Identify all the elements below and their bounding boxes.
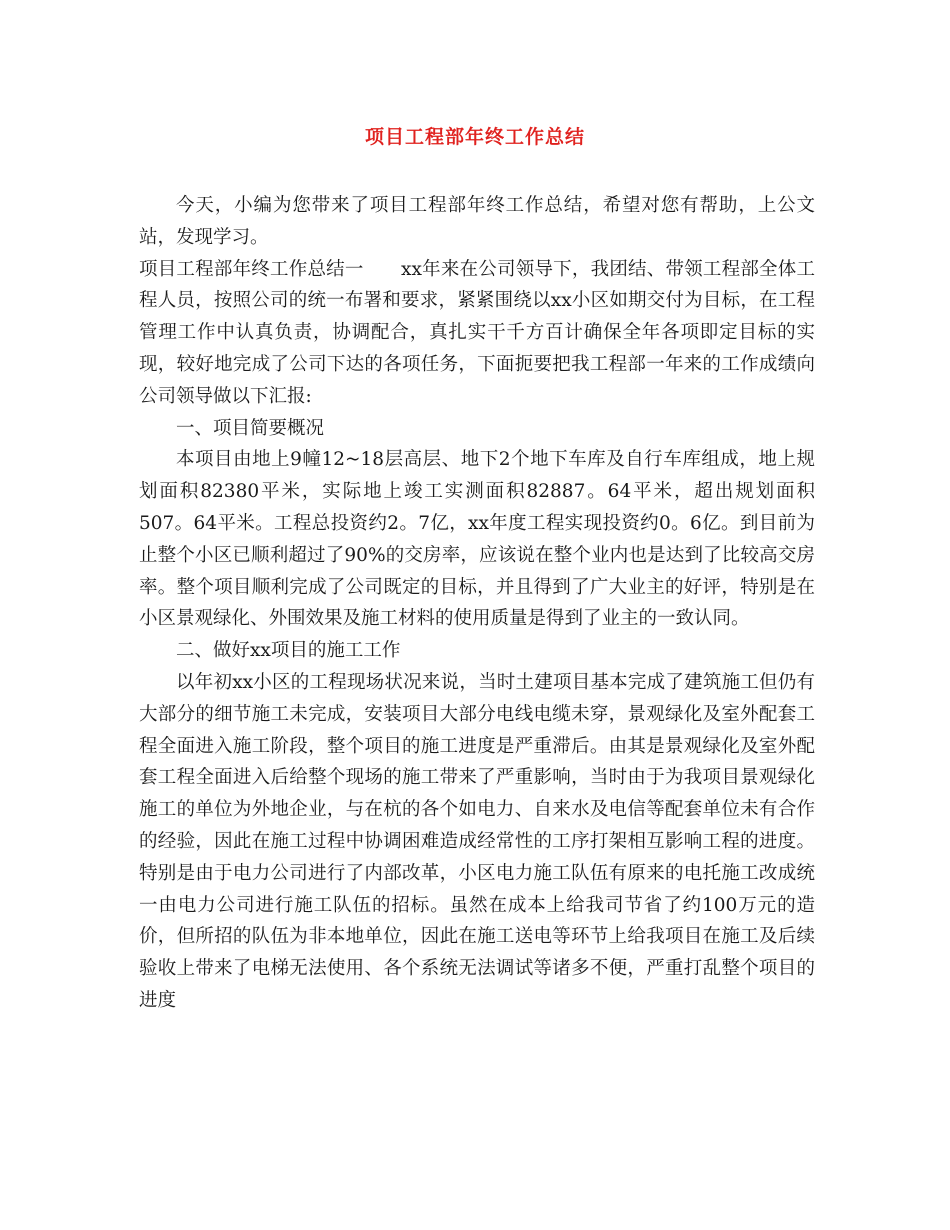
document-body: [139, 190, 815, 1017]
summary-one-paragraph: 项目工程部年终工作总结一 xx年来在公司领导下，我团结、带领工程部全体工程人员，按照公司的统一布署和要求，紧紧围绕以xx小区如期交付为目标，在工程管理工作中认真负责，协调配合，真扎实干千方百计确保全年各项即定目标的实现，较好地完成了公司下达的各项任务，下面扼要把我工程部一年来的工作成绩向公司领导做以下汇报:: [139, 258, 815, 407]
section-heading-construction: 二、做好xx项目的施工工作: [176, 640, 401, 662]
section-heading-overview: 一、项目简要概况: [176, 417, 325, 439]
document-title: 项目工程部年终工作总结: [364, 126, 585, 148]
overview-paragraph: 本项目由地上9幢12~18层高层、地下2个地下车库及自行车库组成，地上规划面积82380平米，实际地上竣工实测面积82887。64平米，超出规划面积507。64平米。工程总投资约2。7亿，xx年度工程实现投资约0。6亿。到目前为止整个小区已顺利超过了90%的交房率，应该说在整个业内也是达到了比较高交房率。整个项目顺利完成了公司既定的目标，并且得到了广大业主的好评，特别是在小区景观绿化、外围效果及施工材料的使用质量是得到了业主的一致认同。: [139, 449, 815, 630]
intro-paragraph: 今天，小编为您带来了项目工程部年终工作总结，希望对您有帮助，上公文站，发现学习。: [139, 195, 815, 248]
construction-paragraph: 以年初xx小区的工程现场状况来说，当时土建项目基本完成了建筑施工但仍有大部分的细节施工未完成，安装项目大部分电线电缆未穿，景观绿化及室外配套工程全面进入施工阶段，整个项目的施工进度是严重滞后。由其是景观绿化及室外配套工程全面进入后给整个现场的施工带来了严重影响，当时由于为我项目景观绿化施工的单位为外地企业，与在杭的各个如电力、自来水及电信等配套单位未有合作的经验，因此在施工过程中协调困难造成经常性的工序打架相互影响工程的进度。特别是由于电力公司进行了内部改革，小区电力施工队伍有原来的电托施工改成统一由电力公司进行施工队伍的招标。虽然在成本上给我司节省了约100万元的造价，但所招的队伍为非本地单位，因此在施工送电等环节上给我项目在施工及后续验收上带来了电梯无法使用、各个系统无法调试等诸多不便，严重打乱整个项目的进度: [139, 671, 815, 1011]
